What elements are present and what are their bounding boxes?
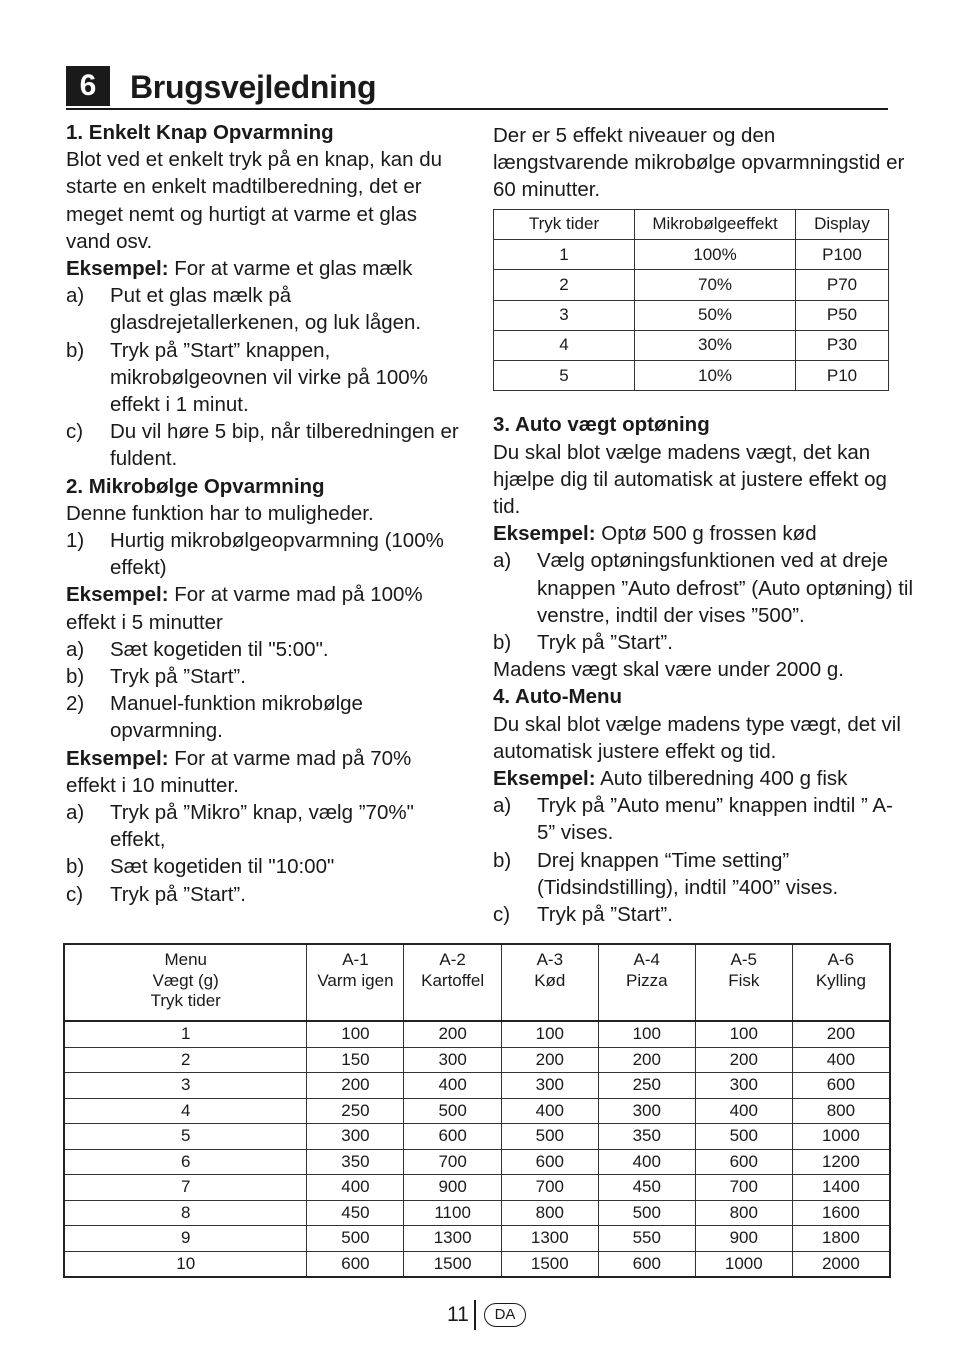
column-header — [64, 944, 307, 1021]
example-line — [66, 581, 461, 635]
table-cell: 200 — [404, 1021, 501, 1047]
table-row — [64, 1047, 890, 1073]
header-line: A-1 — [342, 950, 369, 969]
power-level-table — [493, 209, 889, 392]
table-cell: P30 — [796, 330, 889, 360]
table-row — [64, 1124, 890, 1150]
table-cell: 300 — [695, 1073, 792, 1099]
step-list — [66, 636, 461, 690]
table-cell: 10 — [64, 1251, 307, 1277]
example-text: For at varme et glas mælk — [168, 257, 413, 281]
table-row — [64, 1149, 890, 1175]
table-cell: 600 — [501, 1149, 598, 1175]
header-line: A-5 — [730, 950, 757, 969]
table-row — [494, 270, 889, 300]
header-line: A-4 — [633, 950, 661, 969]
list-marker: 1) — [66, 529, 85, 553]
table-row — [64, 1226, 890, 1252]
list-marker: c) — [66, 882, 84, 906]
table-cell: P70 — [796, 270, 889, 300]
header-line: Vægt (g) — [152, 970, 219, 990]
list-item — [493, 792, 908, 846]
table-cell: 500 — [695, 1124, 792, 1150]
list-item — [66, 282, 461, 336]
example-line — [493, 765, 933, 792]
table-row — [494, 330, 889, 360]
list-marker: b) — [66, 665, 85, 689]
table-cell: 700 — [404, 1149, 501, 1175]
list-item-text: Drej knappen “Time setting” (Tidsindstilling), indtil ”400” vises. — [537, 848, 839, 899]
table-cell: 200 — [792, 1021, 890, 1047]
table-cell: 1300 — [501, 1226, 598, 1252]
table-cell: 1000 — [792, 1124, 890, 1150]
example-label: Eksempel: — [66, 746, 169, 770]
list-marker: a) — [66, 284, 85, 308]
example-line — [66, 255, 461, 282]
table-cell: 1000 — [695, 1251, 792, 1277]
section-heading: 1. Enkelt Knap Opvarmning — [66, 121, 334, 144]
column-header — [501, 944, 598, 1021]
table-cell: 1500 — [404, 1251, 501, 1277]
table-cell: 100 — [307, 1021, 404, 1047]
section-heading: 3. Auto vægt optøning — [493, 413, 710, 437]
list-item-text: Sæt kogetiden til "10:00" — [110, 855, 335, 879]
header-line: Kød — [534, 970, 566, 990]
list-marker: b) — [66, 855, 85, 879]
table-cell: 500 — [501, 1124, 598, 1150]
list-item — [66, 853, 461, 880]
paragraph: Madens vægt skal være under 2000 g. — [493, 658, 844, 682]
table-cell: 250 — [598, 1073, 695, 1099]
paragraph: Du skal blot vælge madens vægt, det kan hjælpe dig til automatisk at justere effekt og tid. — [493, 440, 887, 518]
list-item-text: Tryk på ”Start”. — [537, 631, 673, 655]
table-cell: 4 — [494, 330, 635, 360]
list-item-text: Manuel-funktion mikrobølge opvarmning. — [110, 692, 363, 743]
paragraph: Der er 5 effekt niveauer og den længstvarende mikrobølge opvarmningstid er 60 minutter. — [493, 124, 905, 202]
table-cell: 800 — [695, 1200, 792, 1226]
table-row — [494, 239, 889, 269]
list-item-text: Tryk på ”Start” knappen, mikrobølgeovnen vil virke på 100% effekt i 1 minut. — [110, 338, 428, 417]
left-column — [66, 119, 461, 908]
column-header: Display — [796, 209, 889, 239]
table-cell: 300 — [598, 1098, 695, 1124]
list-item — [493, 629, 933, 656]
list-item-text: Tryk på ”Start”. — [110, 665, 246, 689]
table-cell: 700 — [695, 1175, 792, 1201]
table-cell: 1800 — [792, 1226, 890, 1252]
list-item — [493, 847, 908, 901]
list-marker: b) — [493, 631, 512, 655]
list-item-text: Tryk på ”Mikro” knap, vælg ”70%" effekt, — [110, 801, 414, 852]
list-item-text: Put et glas mælk på glasdrejetallerkenen, og luk lågen. — [110, 284, 422, 335]
table-cell: 5 — [494, 361, 635, 391]
list-item — [66, 636, 461, 663]
list-marker: b) — [493, 848, 512, 872]
section-heading: 4. Auto-Menu — [493, 685, 623, 709]
table-cell: 600 — [307, 1251, 404, 1277]
table-row — [64, 1251, 890, 1277]
example-text: Optø 500 g frossen kød — [595, 522, 817, 546]
column-header — [792, 944, 890, 1021]
table-cell: 450 — [307, 1200, 404, 1226]
list-marker: c) — [66, 420, 84, 444]
table-cell: 600 — [404, 1124, 501, 1150]
table-cell: 150 — [307, 1047, 404, 1073]
right-column — [493, 122, 933, 928]
table-cell: 100 — [695, 1021, 792, 1047]
paragraph: Du skal blot vælge madens type vægt, det vil automatisk justere effekt og tid. — [493, 712, 901, 763]
list-marker: a) — [493, 549, 512, 573]
table-cell: 10% — [635, 361, 796, 391]
list-item-text: Tryk på ”Start”. — [537, 903, 673, 927]
example-text: For at varme mad på 70% effekt i 10 minutter. — [66, 746, 412, 797]
table-cell: 5 — [64, 1124, 307, 1150]
list-item — [66, 690, 461, 744]
list-item — [66, 799, 461, 853]
table-cell: 3 — [494, 300, 635, 330]
table-cell: 200 — [307, 1073, 404, 1099]
table-cell: 1100 — [404, 1200, 501, 1226]
table-cell: 200 — [501, 1047, 598, 1073]
table-cell: 200 — [598, 1047, 695, 1073]
table-cell: 300 — [501, 1073, 598, 1099]
paragraph: Denne funktion har to muligheder. — [66, 501, 374, 525]
table-row — [64, 1200, 890, 1226]
page-title: Brugsvejledning — [130, 69, 377, 105]
list-marker: 2) — [66, 692, 85, 716]
table-cell: 9 — [64, 1226, 307, 1252]
example-label: Eksempel: — [66, 257, 169, 281]
header-line: A-6 — [827, 950, 855, 969]
table-cell: 300 — [307, 1124, 404, 1150]
step-list — [493, 547, 933, 656]
list-marker: b) — [66, 338, 85, 362]
table-cell: 1 — [494, 239, 635, 269]
header-line: A-2 — [439, 950, 466, 969]
table-cell: 100% — [635, 239, 796, 269]
table-cell: 50% — [635, 300, 796, 330]
table-cell: 300 — [404, 1047, 501, 1073]
table-row — [64, 1073, 890, 1099]
column-header — [695, 944, 792, 1021]
table-cell: 500 — [307, 1226, 404, 1252]
column-header — [598, 944, 695, 1021]
table-cell: 900 — [404, 1175, 501, 1201]
example-label: Eksempel: — [493, 522, 596, 546]
table-cell: P100 — [796, 239, 889, 269]
table-row — [64, 1098, 890, 1124]
list-marker: a) — [66, 801, 85, 825]
table-cell: 30% — [635, 330, 796, 360]
header-line: A-3 — [536, 950, 564, 969]
column-header — [404, 944, 501, 1021]
chapter-number: 6 — [66, 66, 110, 106]
list-item — [66, 337, 461, 419]
footer-divider — [474, 1300, 476, 1330]
table-cell: 1600 — [792, 1200, 890, 1226]
paragraph: Blot ved et enkelt tryk på en knap, kan du starte en enkelt madtilberedning, det er meget nemt og hurtigt at varme et glas vand osv. — [66, 148, 443, 253]
table-cell: 400 — [307, 1175, 404, 1201]
table-cell: 1300 — [404, 1226, 501, 1252]
table-cell: 550 — [598, 1226, 695, 1252]
example-line — [493, 520, 933, 547]
table-cell: 2 — [494, 270, 635, 300]
table-cell: 500 — [404, 1098, 501, 1124]
column-header: Mikrobølgeeffekt — [635, 209, 796, 239]
table-cell: 3 — [64, 1073, 307, 1099]
list-item — [493, 547, 933, 629]
list-item-text: Vælg optøningsfunktionen ved at dreje knappen ”Auto defrost” (Auto optøning) til venstre, indtil der vises ”500”. — [537, 549, 914, 627]
table-cell: 500 — [598, 1200, 695, 1226]
table-cell: 1500 — [501, 1251, 598, 1277]
table-cell: 200 — [695, 1047, 792, 1073]
table-cell: 600 — [695, 1149, 792, 1175]
list-item-text: Tryk på ”Start”. — [110, 882, 246, 906]
table-cell: 600 — [598, 1251, 695, 1277]
list-marker: c) — [493, 903, 511, 927]
list-item — [66, 663, 461, 690]
step-list — [493, 792, 908, 928]
header-line: Fisk — [728, 970, 760, 990]
table-cell: 100 — [598, 1021, 695, 1047]
header-line: Kylling — [815, 970, 866, 990]
table-cell: 800 — [501, 1200, 598, 1226]
table-row — [494, 361, 889, 391]
example-line — [66, 745, 461, 799]
table-row — [64, 1175, 890, 1201]
table-cell: 6 — [64, 1149, 307, 1175]
chapter-header — [66, 66, 888, 110]
table-cell: 600 — [792, 1073, 890, 1099]
table-cell: P50 — [796, 300, 889, 330]
header-line: Tryk tider — [150, 991, 221, 1010]
example-text: Auto tilberedning 400 g fisk — [595, 767, 848, 791]
list-item-text: Sæt kogetiden til "5:00". — [110, 637, 329, 661]
table-cell: 400 — [695, 1098, 792, 1124]
table-cell: 400 — [792, 1047, 890, 1073]
table-cell: 8 — [64, 1200, 307, 1226]
auto-menu-table — [63, 943, 891, 1278]
step-list — [66, 799, 461, 908]
list-item — [66, 527, 461, 581]
example-text: For at varme mad på 100% effekt i 5 minutter — [66, 583, 423, 634]
header-line: Kartoffel — [421, 970, 485, 990]
table-cell: 1200 — [792, 1149, 890, 1175]
header-line: Menu — [164, 950, 207, 969]
table-cell: 1400 — [792, 1175, 890, 1201]
table-cell: 700 — [501, 1175, 598, 1201]
table-cell: 7 — [64, 1175, 307, 1201]
list-item — [493, 901, 908, 928]
table-cell: 1 — [64, 1021, 307, 1047]
table-cell: 350 — [307, 1149, 404, 1175]
column-header — [307, 944, 404, 1021]
table-cell: 350 — [598, 1124, 695, 1150]
list-item-text: Hurtig mikrobølgeopvarmning (100% effekt) — [110, 529, 444, 580]
list-item-text: Tryk på ”Auto menu” knappen indtil ” A-5” vises. — [537, 794, 893, 845]
table-cell: 450 — [598, 1175, 695, 1201]
header-line: Pizza — [626, 970, 668, 990]
header-line: Varm igen — [317, 970, 394, 990]
list-item — [66, 418, 461, 472]
page-number: 11 — [447, 1303, 469, 1326]
list-item-text: Du vil høre 5 bip, når tilberedningen er fuldent. — [110, 420, 459, 471]
language-badge: DA — [484, 1303, 526, 1327]
table-cell: 250 — [307, 1098, 404, 1124]
list-item — [66, 881, 461, 908]
example-label: Eksempel: — [66, 583, 169, 607]
table-row — [64, 1021, 890, 1047]
step-list — [66, 282, 461, 472]
table-cell: 400 — [404, 1073, 501, 1099]
column-header: Tryk tider — [494, 209, 635, 239]
table-cell: 70% — [635, 270, 796, 300]
table-row — [494, 300, 889, 330]
table-cell: 2 — [64, 1047, 307, 1073]
table-cell: 800 — [792, 1098, 890, 1124]
section-heading: 2. Mikrobølge Opvarmning — [66, 474, 325, 498]
list-marker: a) — [493, 794, 512, 818]
list-marker: a) — [66, 637, 85, 661]
table-cell: 100 — [501, 1021, 598, 1047]
table-cell: 4 — [64, 1098, 307, 1124]
table-cell: P10 — [796, 361, 889, 391]
table-cell: 900 — [695, 1226, 792, 1252]
table-cell: 400 — [598, 1149, 695, 1175]
table-cell: 400 — [501, 1098, 598, 1124]
example-label: Eksempel: — [493, 767, 596, 791]
table-cell: 2000 — [792, 1251, 890, 1277]
